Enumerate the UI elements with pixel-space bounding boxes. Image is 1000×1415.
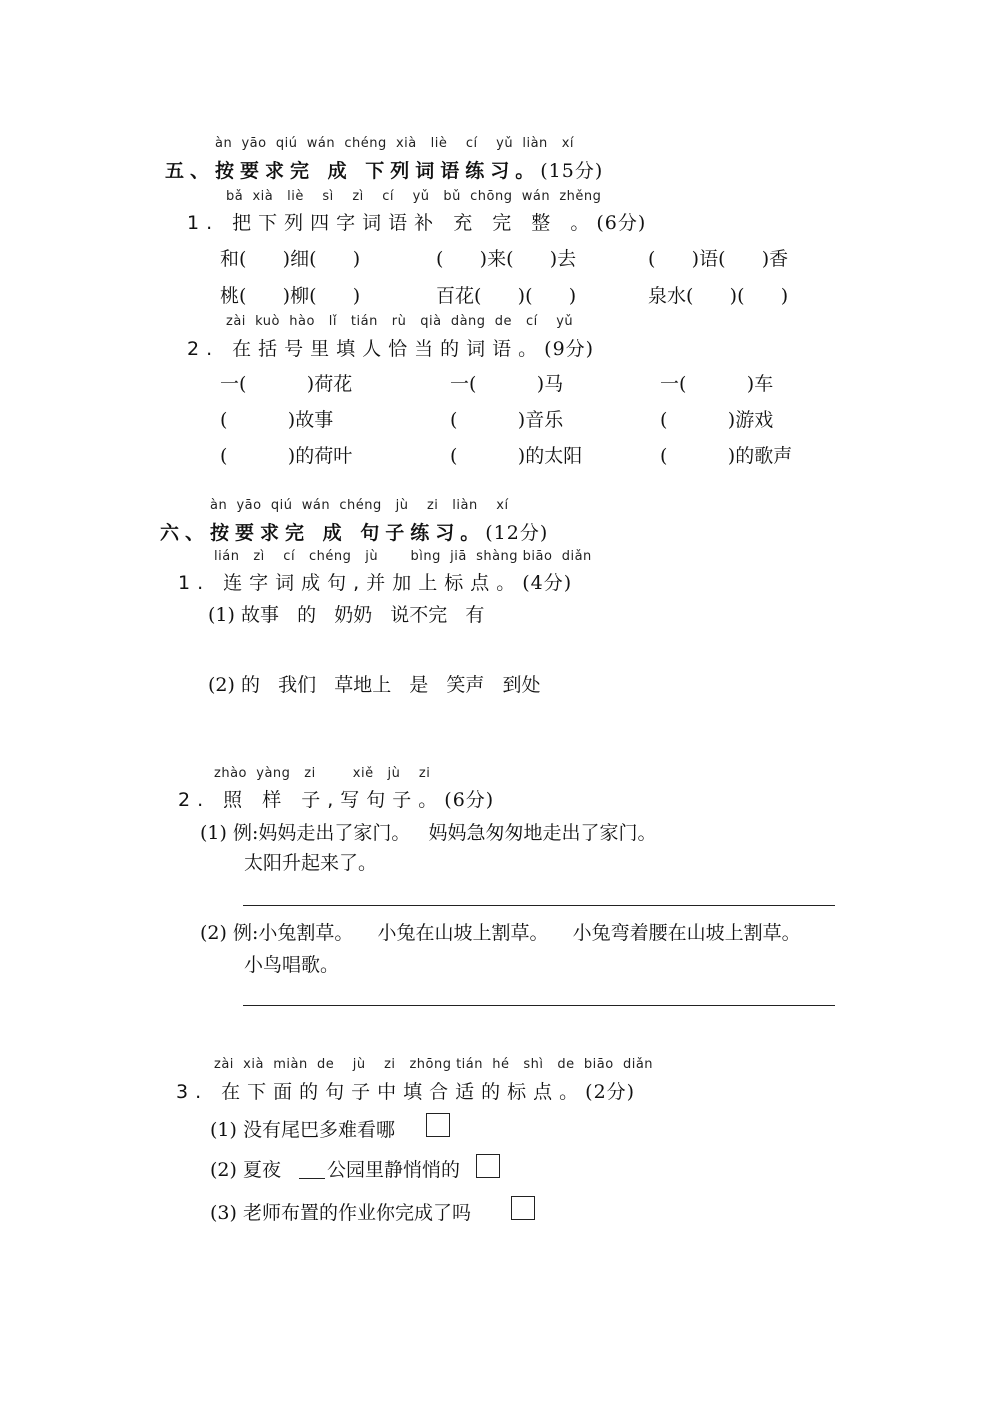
s6-q2-answer-line-2[interactable] [243, 1005, 835, 1006]
s6-q3-label: 3. 在下面的句子中填合适的标点。 [176, 1081, 586, 1103]
section-6-title [160, 518, 548, 545]
s6-q2-answer-line-1[interactable] [243, 905, 835, 906]
s5-q1-r2-c1: 桃( )柳( ) [220, 285, 361, 307]
s5-q1-pinyin: bǎ xià liè sì zì cí yǔ bǔ chōng wán zhěng [226, 189, 602, 204]
s6-q3-item2-answer-box[interactable] [476, 1154, 500, 1178]
s5-q2-pinyin: zài kuò hào lǐ tián rù qià dàng de cí yǔ [226, 314, 574, 329]
s6-q3-item1-answer-box[interactable] [426, 1113, 450, 1137]
section-5-title [165, 156, 603, 183]
section-5-title-text: 五、按要求完 成 下列词语练习。 [165, 160, 541, 182]
s5-pinyin: àn yāo qiú wán chéng xià liè cí yǔ liàn xí [215, 136, 574, 151]
s6-q2-item2: (2) 例:小兔割草。 小兔在山坡上割草。 小兔弯着腰在山坡上割草。 [200, 922, 801, 944]
s5-q2-text [187, 334, 594, 361]
s5-q2-r3-c3: ( )的歌声 [660, 445, 793, 467]
s6-q1-points: (4分) [522, 572, 573, 594]
s6-q1-text [178, 568, 572, 595]
s5-q2-r2-c1: ( )故事 [220, 409, 334, 431]
s5-q1-r2-c3: 泉水( )( ) [648, 285, 789, 307]
s5-q2-label: 2. 在括号里填人恰当的词语。 [187, 338, 545, 360]
s6-q2-item1-prompt: 太阳升起来了。 [244, 852, 378, 874]
s6-q2-item2-prompt: 小鸟唱歌。 [244, 954, 340, 976]
s6-q3-pinyin: zài xià miàn de jù zi zhōng tián hé shì de biāo diǎn [214, 1057, 654, 1072]
s5-q2-r1-c2: 一( )马 [450, 373, 564, 395]
s6-q2-points: (6分) [444, 789, 495, 811]
s6-q3-item3-answer-box[interactable] [511, 1196, 535, 1220]
s6-q3-points: (2分) [585, 1081, 636, 1103]
s6-q1-pinyin: lián zì cí chéng jù bìng jiā shàng biāo diǎn [214, 549, 592, 564]
s5-q1-r2-c2: 百花( )( ) [436, 285, 577, 307]
s6-pinyin: àn yāo qiú wán chéng jù zi liàn xí [210, 498, 509, 513]
section-6-points: (12分) [485, 522, 549, 544]
section-5-points: (15分) [540, 160, 604, 182]
s6-q1-item2: (2) 的 我们 草地上 是 笑声 到处 [208, 674, 541, 696]
s5-q1-label: 1. 把下列四字词语补 充 完 整 。 [187, 212, 597, 234]
s6-q3-item2-part1: (2) 夏夜 [210, 1159, 281, 1181]
section-6-title-text: 六、按要求完 成 句子练习。 [160, 522, 486, 544]
s6-q3-text [176, 1077, 635, 1104]
s6-q3-item1: (1) 没有尾巴多难看哪 [210, 1119, 395, 1141]
s5-q1-r1-c3: ( )语( )香 [648, 248, 789, 270]
s5-q1-r1-c2: ( )来( )去 [436, 248, 577, 270]
s5-q2-r3-c2: ( )的太阳 [450, 445, 583, 467]
s5-q2-r2-c3: ( )游戏 [660, 409, 774, 431]
s6-q2-item1: (1) 例:妈妈走出了家门。 妈妈急匆匆地走出了家门。 [200, 822, 657, 844]
s5-q2-r1-c3: 一( )车 [660, 373, 774, 395]
s6-q3-item3: (3) 老师布置的作业你完成了吗 [210, 1202, 471, 1224]
s5-q1-r1-c1: 和( )细( ) [220, 248, 361, 270]
s6-q3-item2-part2: 公园里静悄悄的 [327, 1159, 461, 1181]
s6-q2-pinyin: zhào yàng zi xiě jù zi [214, 766, 431, 781]
s6-q3-item2-answer-blank[interactable] [299, 1178, 325, 1179]
s6-q2-label: 2. 照 样 子,写句子。 [178, 789, 445, 811]
s5-q2-r2-c2: ( )音乐 [450, 409, 564, 431]
s5-q1-points: (6分) [596, 212, 647, 234]
s5-q2-r1-c1: 一( )荷花 [220, 373, 353, 395]
s5-q1-text [187, 208, 646, 235]
s5-q2-r3-c1: ( )的荷叶 [220, 445, 353, 467]
s6-q1-label: 1. 连字词成句,并加上标点。 [178, 572, 523, 594]
s6-q1-item1: (1) 故事 的 奶奶 说不完 有 [208, 604, 485, 626]
s6-q2-text [178, 785, 494, 812]
s5-q2-points: (9分) [544, 338, 595, 360]
